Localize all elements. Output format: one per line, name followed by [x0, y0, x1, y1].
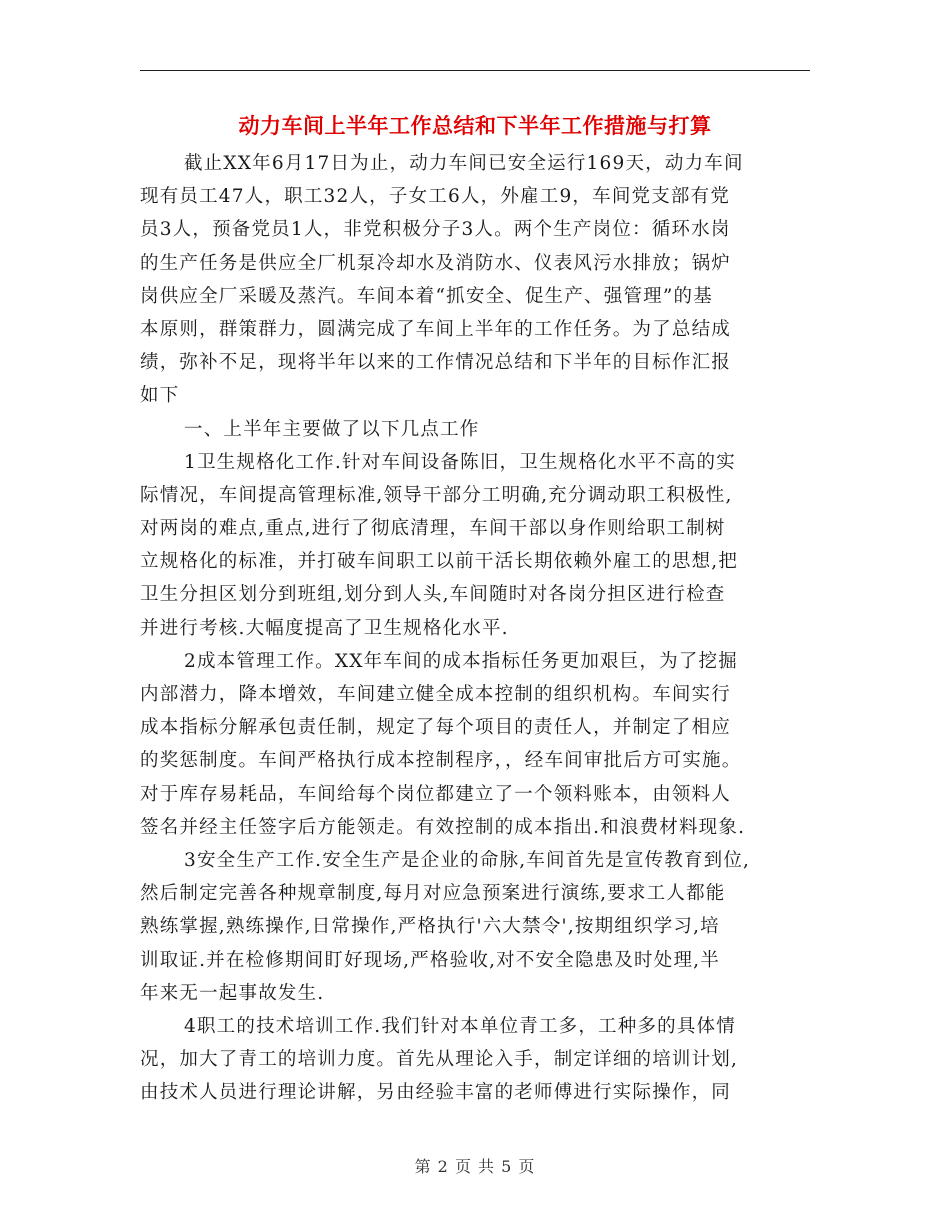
paragraph-training	[140, 1010, 815, 1110]
document-body	[140, 147, 815, 1109]
text-line: 绩，弥补不足，现将半年以来的工作情况总结和下半年的目标作汇报	[140, 352, 732, 374]
document-title: 动力车间上半年工作总结和下半年工作措施与打算	[238, 114, 712, 138]
text-line: 然后制定完善各种规章制度,每月对应急预案进行演练,要求工人都能	[140, 883, 726, 905]
text-line: 3安全生产工作.安全生产是企业的命脉,车间首先是宣传教育到位,	[184, 849, 751, 871]
paragraph-cost	[140, 645, 815, 844]
section-heading	[140, 413, 815, 446]
text-line: 本原则，群策群力，圆满完成了车间上半年的工作任务。为了总结成	[140, 318, 732, 340]
text-line: 岗供应全厂采暖及蒸汽。车间本着“抓安全、促生产、强管理”的基	[140, 285, 713, 307]
text-line: 成本指标分解承包责任制，规定了每个项目的责任人，并制定了相应	[140, 717, 732, 739]
text-line: 卫生分担区划分到班组,划分到人头,车间随时对各岗分担区进行检查	[140, 584, 726, 606]
text-line: 签名并经主任签字后方能领走。有效控制的成本指出.和浪费材料现象.	[140, 816, 746, 838]
text-line: 2成本管理工作。XX年车间的成本指标任务更加艰巨，为了挖掘	[184, 650, 738, 672]
page-number-footer: 第 2 页 共 5 页	[414, 1157, 536, 1176]
text-line: 立规格化的标准，并打破车间职工以前干活长期依赖外雇工的思想,把	[140, 551, 739, 573]
text-line: 对于库存易耗品，车间给每个岗位都建立了一个领料账本，由领料人	[140, 783, 732, 805]
paragraph-intro	[140, 147, 815, 413]
text-line: 的生产任务是供应全厂机泵冷却水及消防水、仪表风污水排放；锅炉	[140, 252, 732, 274]
text-line: 一、上半年主要做了以下几点工作	[184, 418, 480, 440]
text-line: 熟练掌握,熟练操作,日常操作,严格执行'六大禁令',按期组织学习,培	[140, 916, 720, 938]
text-line: 1卫生规格化工作.针对车间设备陈旧，卫生规格化水平不高的实	[184, 451, 736, 473]
text-line: 截止XX年6月17日为止，动力车间已安全运行169天，动力车间	[184, 153, 744, 174]
paragraph-hygiene	[140, 446, 815, 645]
text-line: 4职工的技术培训工作.我们针对本单位青工多，工种多的具体情	[184, 1015, 736, 1037]
text-line: 如下	[140, 385, 180, 407]
paragraph-safety	[140, 844, 815, 1010]
text-line: 际情况，车间提高管理标准,领导干部分工明确,充分调动职工积极性,	[140, 484, 733, 506]
text-line: 现有员工47人，职工32人，子女工6人，外雇工9，车间党支部有党	[140, 186, 731, 208]
text-line: 年来无一起事故发生.	[140, 982, 325, 1004]
text-line: 由技术人员进行理论讲解，另由经验丰富的老师傅进行实际操作，同	[140, 1082, 732, 1104]
text-line: 况，加大了青工的培训力度。首先从理论入手，制定详细的培训计划,	[140, 1049, 739, 1071]
text-line: 并进行考核.大幅度提高了卫生规格化水平.	[140, 617, 509, 639]
text-line: 内部潜力，降本增效，车间建立健全成本控制的组织机构。车间实行	[140, 684, 732, 705]
text-line: 的奖惩制度。车间严格执行成本控制程序，，经车间审批后方可实施。	[140, 750, 742, 772]
header-rule	[140, 70, 810, 71]
text-line: 对两岗的难点,重点,进行了彻底清理，车间干部以身作则给职工制树	[140, 518, 726, 540]
text-line: 员3人，预备党员1人，非党积极分子3人。两个生产岗位：循环水岗	[140, 219, 731, 241]
text-line: 训取证.并在检修期间盯好现场,严格验收,对不安全隐患及时处理,半	[140, 949, 720, 971]
